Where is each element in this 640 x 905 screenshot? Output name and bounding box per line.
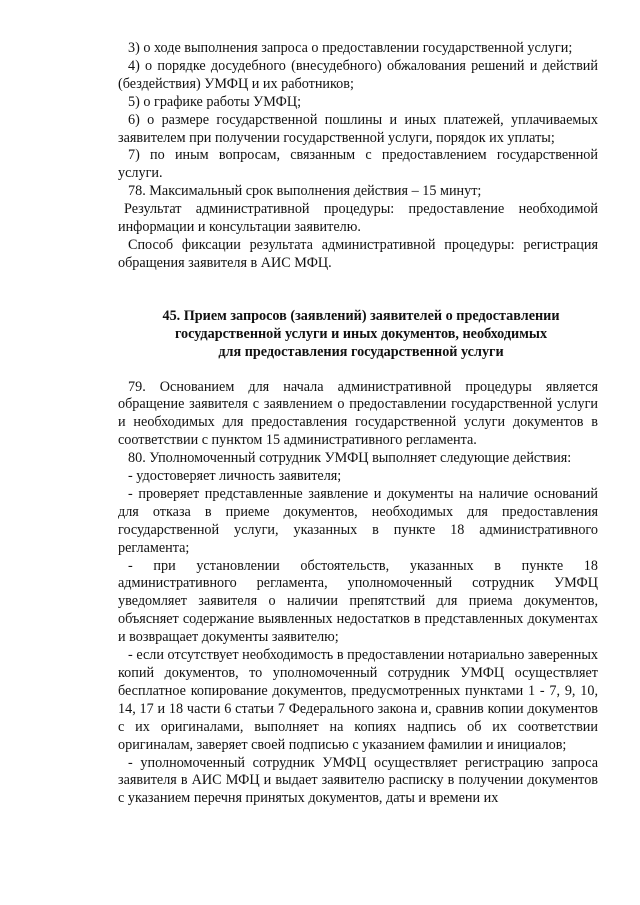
section-heading-line-1: 45. Прием запросов (заявлений) заявителей о предоставлении bbox=[162, 307, 560, 324]
paragraph-result: Результат административной процедуры: предоставление необходимой информации и консультации заявителю. bbox=[118, 201, 598, 236]
list-item-obstacles-notice: - при установлении обстоятельств, указанных в пункте 18 административного регламента, уполномоченный сотрудник УМФЦ уведомляет заявителя о наличии препятствий для приема документов, объясняет содержание выявленных недостатков в представленных документах и возвращает документы заявителю; bbox=[118, 557, 598, 646]
list-item-identity-check: - удостоверяет личность заявителя; bbox=[128, 468, 342, 485]
section-heading-line-3: для предоставления государственной услуги bbox=[218, 343, 504, 360]
paragraph-item-5: 5) о графике работы УМФЦ; bbox=[128, 93, 302, 110]
heading-spacer bbox=[118, 362, 598, 379]
paragraph-item-4: 4) о порядке досудебного (внесудебного) обжалования решений и действий (бездействия) УМФЦ и их работников; bbox=[118, 57, 598, 92]
list-item-document-check: - проверяет представленные заявление и документы на наличие оснований для отказа в приеме документов, необходимых для предоставления государственной услуги, указанных в пункте 18 административного регламента; bbox=[118, 485, 598, 556]
paragraph-item-3: 3) о ходе выполнения запроса о предоставлении государственной услуги; bbox=[128, 40, 573, 56]
section-spacer bbox=[118, 273, 598, 308]
document-page bbox=[118, 40, 598, 808]
paragraph-item-7: 7) по иным вопросам, связанным с предоставлением государственной услуги. bbox=[118, 147, 598, 182]
paragraph-78: 78. Максимальный срок выполнения действия – 15 минут; bbox=[128, 183, 482, 200]
section-heading bbox=[118, 308, 598, 362]
paragraph-80: 80. Уполномоченный сотрудник УМФЦ выполняет следующие действия: bbox=[128, 450, 572, 467]
paragraph-fixation-method: Способ фиксации результата административной процедуры: регистрация обращения заявителя в АИС МФЦ. bbox=[118, 236, 598, 271]
list-item-free-copying: - если отсутствует необходимость в предоставлении нотариально заверенных копий документов, то уполномоченный сотрудник УМФЦ осуществляет бесплатное копирование документов, предусмотренных пунктами 1 - 7, 9, 10, 14, 17 и 18 части 6 статьи 7 Федерального закона и, сравнив копии документов с их оригиналами, выполняет на копиях надпись об их соответствии оригиналам, заверяет своей подписью с указанием фамилии и инициалов; bbox=[118, 647, 598, 753]
paragraph-item-6: 6) о размере государственной пошлины и иных платежей, уплачиваемых заявителем при получении государственной услуги, порядок их уплаты; bbox=[118, 111, 598, 146]
list-item-registration: - уполномоченный сотрудник УМФЦ осуществляет регистрацию запроса заявителя в АИС МФЦ и выдает заявителю расписку в получении документов с указанием перечня принятых документов, даты и времени их bbox=[118, 754, 598, 807]
paragraph-79: 79. Основанием для начала административной процедуры является обращение заявителя с заявлением о предоставлении государственной услуги и необходимых для предоставления государственной услуги документов в соответствии с пунктом 15 административного регламента. bbox=[118, 378, 598, 449]
section-heading-line-2: государственной услуги и иных документов, необходимых bbox=[174, 325, 548, 342]
